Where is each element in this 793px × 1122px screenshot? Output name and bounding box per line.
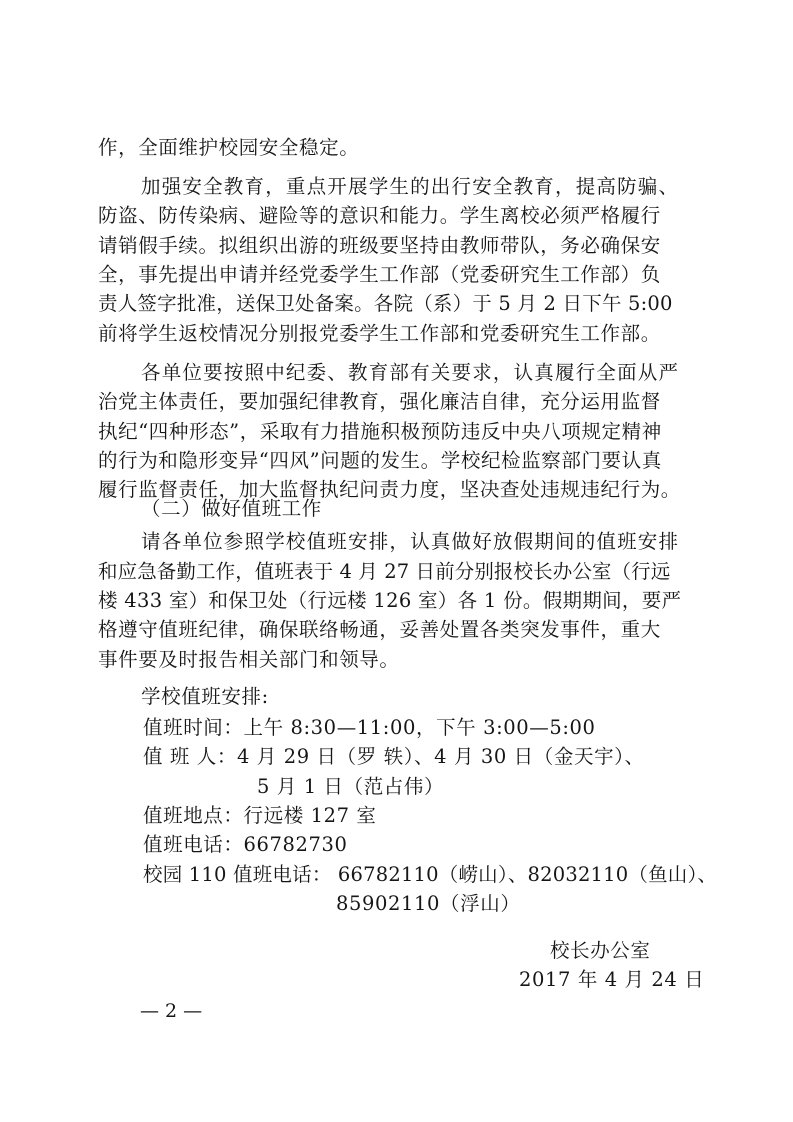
para2-line2: 治党主体责任，要加强纪律教育，强化廉洁自律，充分运用监督 [98, 390, 661, 413]
para3-line4: 格遵守值班纪律，确保联络畅通，妥善处置各类突发事件，重大 [98, 618, 661, 641]
section-heading: （二）做好值班工作 [141, 497, 322, 520]
para3-line2: 和应急备勤工作，值班表于 4 月 27 日前分别报校长办公室（行远 [98, 560, 671, 583]
para3-line3: 楼 433 室）和保卫处（行远楼 126 室）各 1 份。假期期间，要严 [98, 589, 682, 612]
duty-phone: 值班电话：66782730 [143, 833, 348, 856]
para1-line5: 责人签字批准，送保卫处备案。各院（系）于 5 月 2 日下午 5:00 [98, 292, 673, 315]
para1-line1: 加强安全教育，重点开展学生的出行安全教育，提高防骗、 [141, 175, 680, 198]
page-number: — 2 — [140, 1000, 203, 1022]
para2-line3: 执纪“四种形态”，采取有力措施积极预防违反中央八项规定精神 [98, 420, 662, 443]
para0-line1: 作，全面维护校园安全稳定。 [98, 136, 360, 159]
duty-people-line1: 值 班 人：4 月 29 日（罗 轶）、4 月 30 日（金天宇）、 [143, 745, 645, 768]
duty-location: 值班地点：行远楼 127 室 [143, 804, 377, 827]
para1-line2: 防盗、防传染病、避险等的意识和能力。学生离校必须严格履行 [98, 204, 661, 227]
para3-line5: 事件要及时报告相关部门和领导。 [98, 648, 400, 671]
duty-people-line2: 5 月 1 日（范占伟） [257, 775, 445, 798]
duty-heading: 学校值班安排: [141, 685, 269, 708]
para2-line4: 的行为和隐形变异“四风”问题的发生。学校纪检监察部门要认真 [98, 449, 662, 472]
para1-line4: 全，事先提出申请并经党委学生工作部（党委研究生工作部）负 [98, 263, 661, 286]
para2-line5: 履行监督责任，加大监督执纪问责力度，坚决查处违规违纪行为。 [98, 478, 681, 501]
campus-phone-line1: 校园 110 值班电话： 66782110（崂山）、82032110（鱼山）、 [143, 863, 718, 886]
signature-office: 校长办公室 [550, 939, 651, 962]
para1-line6: 前将学生返校情况分别报党委学生工作部和党委研究生工作部。 [98, 322, 661, 345]
para2-line1: 各单位要按照中纪委、教育部有关要求，认真履行全面从严 [141, 361, 680, 384]
signature-date: 2017 年 4 月 24 日 [519, 968, 705, 991]
campus-phone-line2: 85902110（浮山） [336, 892, 521, 915]
duty-time: 值班时间：上午 8:30—11:00，下午 3:00—5:00 [143, 716, 596, 739]
para1-line3: 请销假手续。拟组织出游的班级要坚持由教师带队，务必确保安 [98, 234, 661, 257]
para3-line1: 请各单位参照学校值班安排，认真做好放假期间的值班安排 [141, 530, 680, 553]
